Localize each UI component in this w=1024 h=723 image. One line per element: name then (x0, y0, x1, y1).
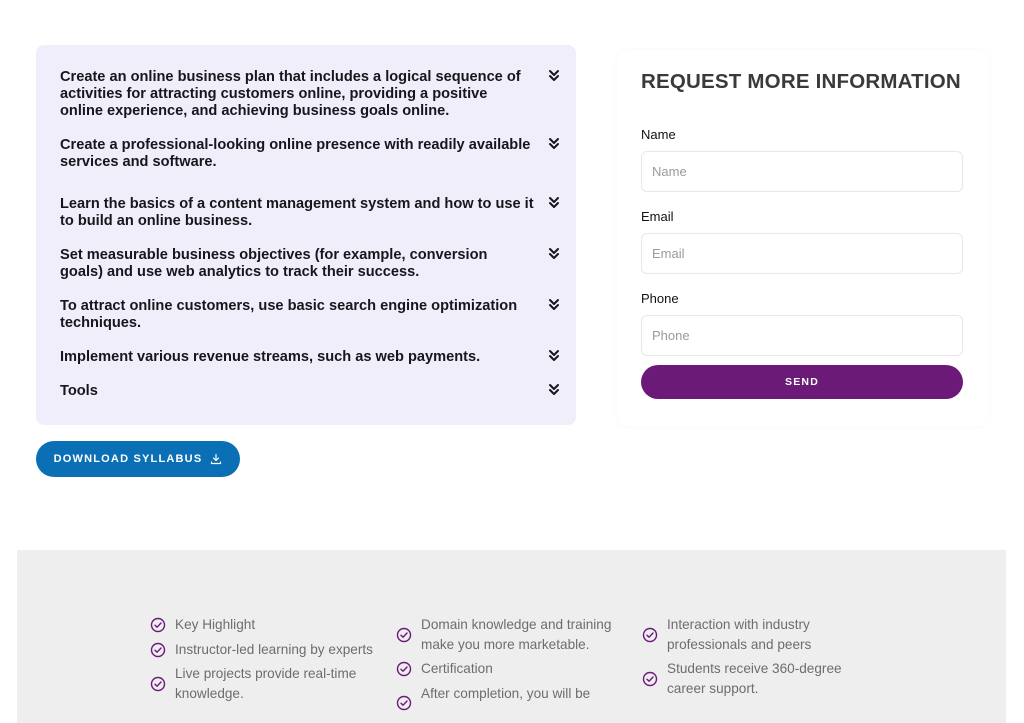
highlight-item (642, 659, 852, 699)
name-label: Name (641, 127, 676, 142)
highlight-item (396, 615, 616, 655)
highlight-text: Key Highlight (175, 617, 256, 632)
check-circle-icon (642, 671, 658, 687)
highlight-item (150, 664, 370, 704)
accordion-item-title[interactable]: Create a professional-looking online presence with readily available services and software. (60, 137, 531, 170)
highlight-item (396, 684, 616, 711)
check-circle-icon (396, 661, 412, 677)
accordion-item[interactable] (60, 298, 560, 332)
highlight-text: Instructor-led learning by experts (175, 642, 373, 657)
highlight-text: Students receive 360-degree career support. (667, 661, 842, 696)
syllabus-accordion (36, 45, 576, 425)
accordion-item[interactable] (60, 247, 560, 281)
highlight-item (150, 615, 380, 635)
check-circle-icon (642, 627, 658, 643)
download-icon (210, 453, 222, 465)
highlight-text: After completion, you will be (421, 686, 591, 701)
accordion-item-title[interactable]: Implement various revenue streams, such as web payments. (60, 349, 481, 365)
check-circle-icon (396, 695, 412, 711)
email-field[interactable] (641, 233, 963, 274)
check-circle-icon (150, 642, 166, 658)
accordion-item[interactable] (60, 349, 560, 366)
highlight-text: Domain knowledge and training make you more marketable. (421, 617, 612, 652)
email-label: Email (641, 209, 674, 224)
accordion-item-title[interactable]: Create an online business plan that includes a logical sequence of activities for attracting customers online, providing a positive online experience, and achieving business goals online. (60, 69, 521, 119)
highlight-item (150, 640, 380, 660)
double-chevron-down-icon[interactable] (548, 298, 560, 312)
double-chevron-down-icon[interactable] (548, 196, 560, 210)
highlight-text: Certification (421, 661, 493, 676)
check-circle-icon (150, 676, 166, 692)
check-circle-icon (150, 617, 166, 633)
highlight-text: Interaction with industry professionals and peers (667, 617, 812, 652)
accordion-item[interactable] (60, 69, 560, 120)
accordion-item-title[interactable]: Set measurable business objectives (for example, conversion goals) and use web analytics to track their success. (60, 247, 488, 280)
accordion-item-title[interactable]: Learn the basics of a content management system and how to use it to build an online business. (60, 196, 534, 229)
double-chevron-down-icon[interactable] (548, 137, 560, 151)
double-chevron-down-icon[interactable] (548, 69, 560, 83)
accordion-item[interactable] (60, 137, 560, 171)
highlight-item (642, 615, 852, 655)
highlight-item (396, 659, 616, 679)
name-field[interactable] (641, 151, 963, 192)
accordion-item-title[interactable]: Tools (60, 383, 98, 399)
check-circle-icon (396, 627, 412, 643)
accordion-item[interactable] (60, 383, 560, 400)
form-title: REQUEST MORE INFORMATION (641, 70, 961, 93)
double-chevron-down-icon[interactable] (548, 383, 560, 397)
download-syllabus-button[interactable] (36, 441, 240, 477)
accordion-item[interactable] (60, 196, 560, 230)
accordion-item-title[interactable]: To attract online customers, use basic search engine optimization techniques. (60, 298, 518, 331)
send-button[interactable]: SEND (641, 365, 963, 399)
phone-label: Phone (641, 291, 679, 306)
download-syllabus-label: DOWNLOAD SYLLABUS (53, 453, 203, 465)
double-chevron-down-icon[interactable] (548, 247, 560, 261)
phone-field[interactable] (641, 315, 963, 356)
highlight-text: Live projects provide real-time knowledge. (175, 666, 357, 701)
double-chevron-down-icon[interactable] (548, 349, 560, 363)
